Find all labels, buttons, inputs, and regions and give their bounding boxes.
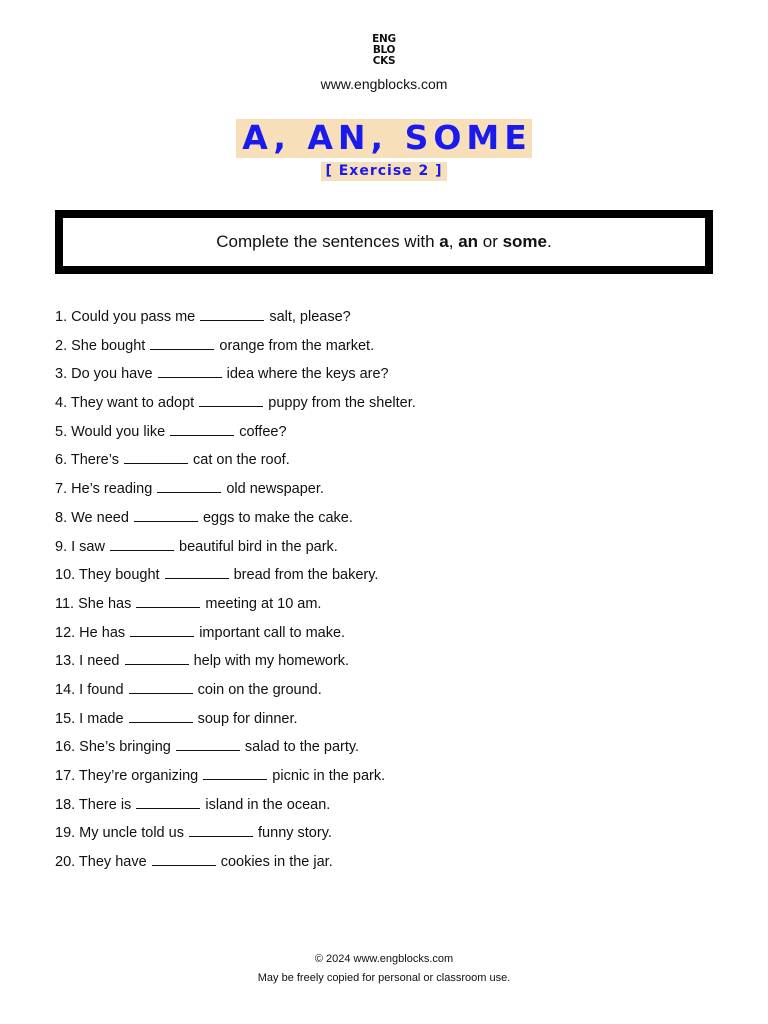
- logo-line-1: ENG: [372, 33, 396, 45]
- answer-blank[interactable]: [124, 451, 188, 464]
- answer-blank[interactable]: [125, 652, 189, 665]
- exercise-item: [55, 594, 416, 623]
- sentence-start: 10. They bought: [55, 567, 160, 584]
- exercise-item: [55, 795, 416, 824]
- sentence-start: 3. Do you have: [55, 366, 153, 383]
- engblocks-logo: [369, 34, 399, 67]
- exercise-item: [55, 336, 416, 365]
- sentence-start: 16. She’s bringing: [55, 739, 171, 756]
- sentence-start: 15. I made: [55, 710, 124, 727]
- exercise-item: [55, 651, 416, 680]
- sentence-end: important call to make.: [199, 624, 346, 641]
- sentence-start: 18. There is: [55, 796, 132, 813]
- answer-blank[interactable]: [203, 767, 267, 780]
- answer-blank[interactable]: [157, 480, 221, 493]
- answer-blank[interactable]: [134, 509, 198, 522]
- sentence-start: 14. I found: [55, 681, 124, 698]
- sentence-start: 2. She bought: [55, 337, 146, 354]
- sentence-start: 5. Would you like: [55, 423, 166, 440]
- sentence-start: 19. My uncle told us: [55, 825, 184, 842]
- exercise-item: [55, 307, 416, 336]
- option-an: an: [458, 232, 479, 251]
- sentence-end: idea where the keys are?: [226, 366, 389, 383]
- sentence-start: 7. He’s reading: [55, 481, 153, 498]
- sentence-start: 1. Could you pass me: [55, 309, 196, 325]
- answer-blank[interactable]: [152, 853, 216, 866]
- exercise-item: [55, 479, 416, 508]
- sentence-end: meeting at 10 am.: [205, 595, 322, 612]
- footer-note: May be freely copied for personal or classroom use.: [257, 972, 511, 984]
- sentence-end: coin on the ground.: [197, 681, 322, 698]
- exercise-label: [ Exercise 2 ]: [321, 162, 446, 181]
- sentence-end: beautiful bird in the park.: [179, 538, 338, 555]
- exercise-item: [55, 393, 416, 422]
- sentence-end: puppy from the shelter.: [268, 395, 416, 412]
- answer-blank[interactable]: [129, 681, 193, 694]
- answer-blank[interactable]: [110, 538, 174, 551]
- sentence-end: orange from the market.: [219, 337, 375, 354]
- logo-line-2: BLO: [372, 44, 396, 56]
- sentence-start: 13. I need: [55, 653, 120, 670]
- exercise-item: [55, 508, 416, 537]
- answer-blank[interactable]: [176, 738, 240, 751]
- sentence-start: 6. There’s: [55, 452, 119, 469]
- sentence-end: cat on the roof.: [193, 452, 290, 469]
- instructions-suffix: .: [547, 232, 552, 251]
- sentence-end: bread from the bakery.: [233, 567, 379, 584]
- exercise-item: [55, 737, 416, 766]
- sentence-end: picnic in the park.: [272, 768, 386, 784]
- exercise-item: [55, 623, 416, 652]
- sentence-end: salad to the party.: [244, 739, 360, 756]
- sentence-start: 12. He has: [55, 624, 126, 641]
- sentence-end: cookies in the jar.: [220, 854, 333, 871]
- exercise-item: [55, 537, 416, 566]
- exercise-list: [55, 307, 416, 881]
- instructions-prefix: Complete the sentences with: [216, 232, 440, 251]
- exercise-item: [55, 852, 416, 881]
- sentence-start: 8. We need: [55, 509, 129, 526]
- sentence-start: 11. She has: [55, 595, 132, 612]
- exercise-item: [55, 422, 416, 451]
- exercise-item: [55, 680, 416, 709]
- answer-blank[interactable]: [150, 337, 214, 350]
- sentence-end: coffee?: [239, 423, 287, 440]
- exercise-item: [55, 364, 416, 393]
- answer-blank[interactable]: [136, 595, 200, 608]
- exercise-item: [55, 709, 416, 738]
- sentence-start: 17. They’re organizing: [55, 768, 199, 784]
- instructions-sep-2: or: [478, 232, 503, 251]
- exercise-item: [55, 766, 416, 795]
- sentence-end: help with my homework.: [193, 653, 350, 670]
- sentence-start: 9. I saw: [55, 538, 105, 555]
- site-url: www.engblocks.com: [320, 76, 448, 92]
- answer-blank[interactable]: [199, 394, 263, 407]
- answer-blank[interactable]: [170, 423, 234, 436]
- worksheet-title: A, AN, SOME: [236, 119, 532, 158]
- option-some: some: [502, 232, 548, 251]
- instructions-text: [216, 232, 552, 252]
- sentence-end: eggs to make the cake.: [202, 509, 353, 526]
- footer-copyright: © 2024 www.engblocks.com: [314, 953, 454, 965]
- answer-blank[interactable]: [165, 566, 229, 579]
- exercise-item: [55, 823, 416, 852]
- exercise-item: [55, 565, 416, 594]
- answer-blank[interactable]: [200, 308, 264, 321]
- answer-blank[interactable]: [189, 824, 253, 837]
- subtitle-wrapper: [0, 162, 768, 181]
- sentence-end: soup for dinner.: [197, 710, 298, 727]
- sentence-end: funny story.: [258, 825, 332, 842]
- option-a: a: [439, 232, 449, 251]
- instructions-sep-1: ,: [448, 232, 459, 251]
- answer-blank[interactable]: [129, 710, 193, 723]
- sentence-start: 4. They want to adopt: [55, 395, 195, 412]
- title-wrapper: [0, 119, 768, 158]
- exercise-item: [55, 450, 416, 479]
- logo-line-3: CKS: [372, 55, 396, 67]
- instructions-box: [55, 210, 713, 274]
- sentence-end: salt, please?: [269, 309, 351, 325]
- answer-blank[interactable]: [130, 624, 194, 637]
- sentence-end: old newspaper.: [226, 481, 324, 498]
- sentence-start: 20. They have: [55, 854, 147, 871]
- answer-blank[interactable]: [158, 365, 222, 378]
- answer-blank[interactable]: [136, 796, 200, 809]
- sentence-end: island in the ocean.: [205, 796, 331, 813]
